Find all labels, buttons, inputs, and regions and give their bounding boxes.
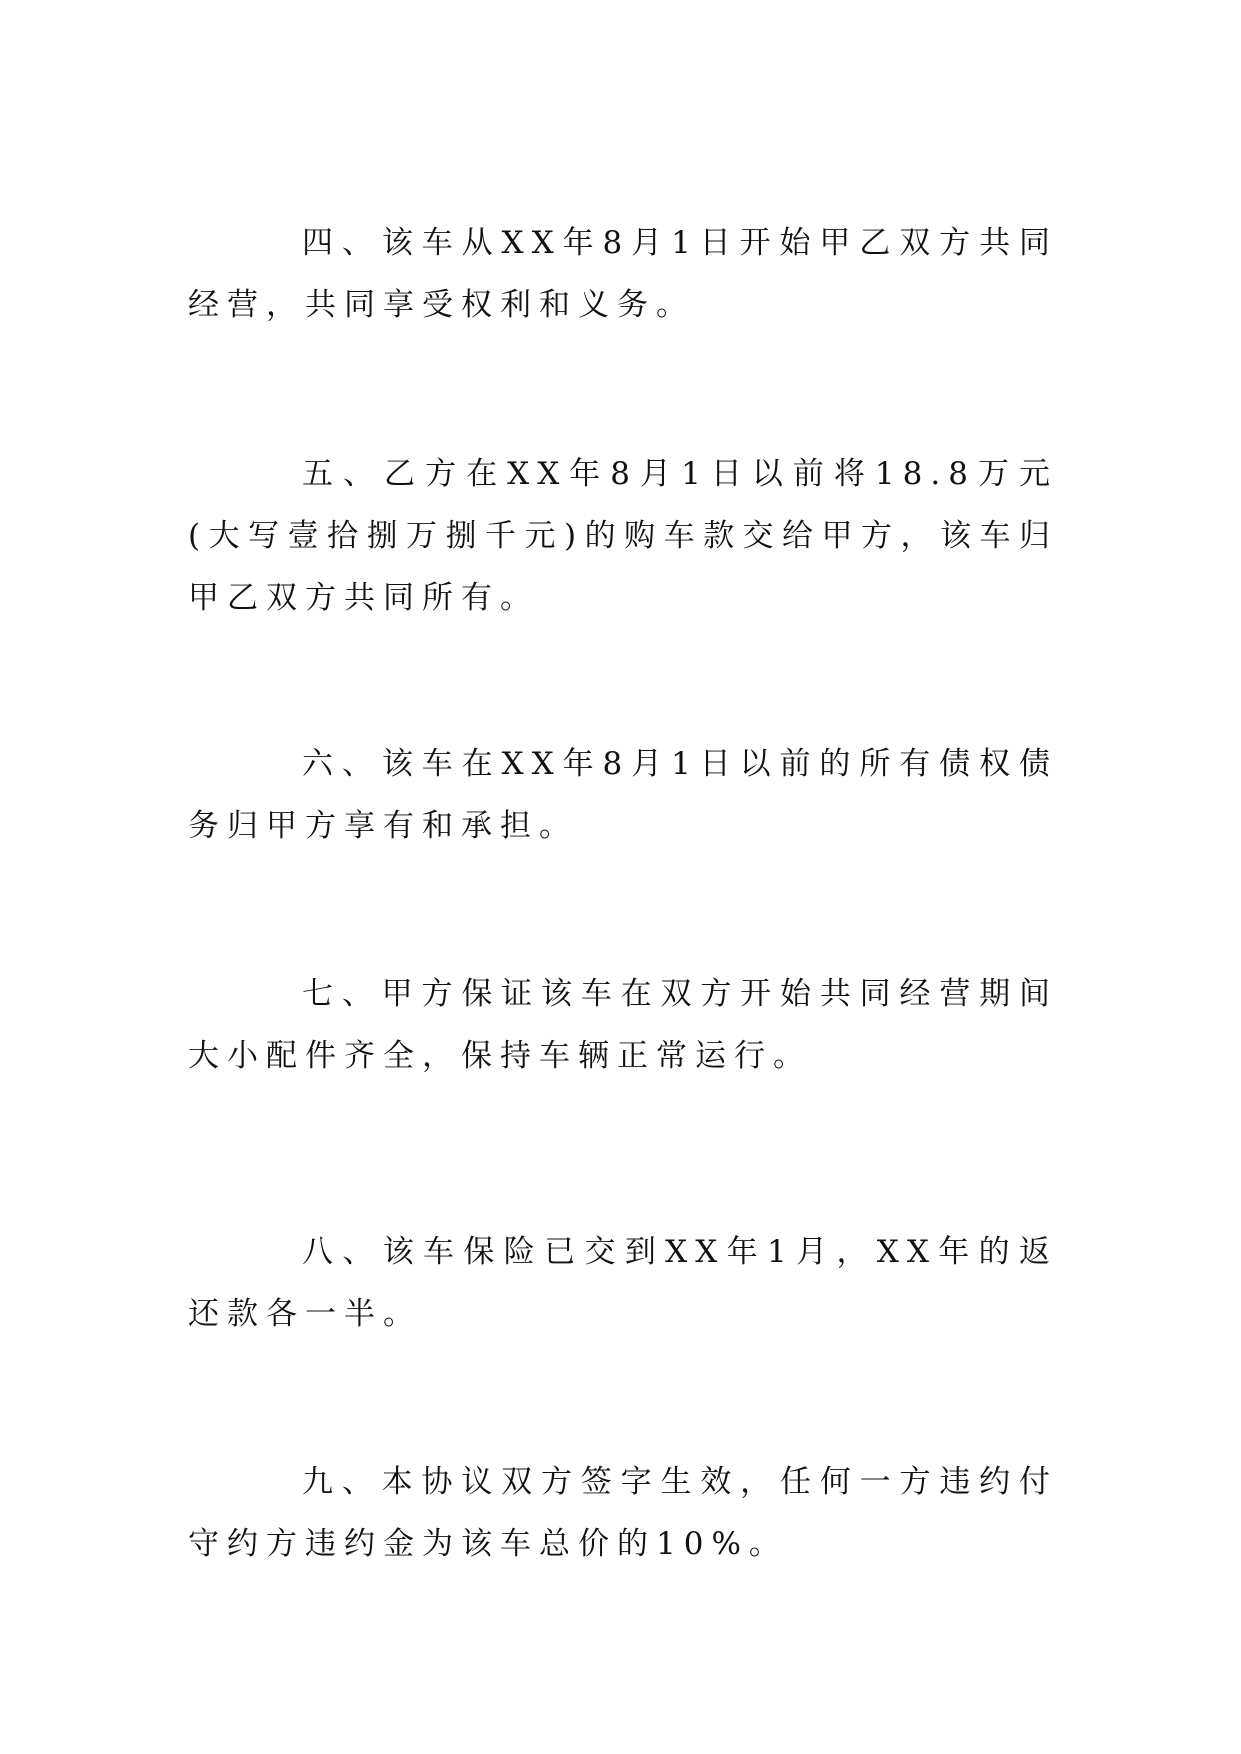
clause-eight: 八、该车保险已交到XX年1月，XX年的返还款各一半。 [188, 1234, 1058, 1332]
clause-four: 四、该车从XX年8月1日开始甲乙双方共同经营，共同享受权利和义务。 [188, 225, 1058, 323]
clause-seven: 七、甲方保证该车在双方开始共同经营期间大小配件齐全，保持车辆正常运行。 [188, 976, 1058, 1074]
clause-six: 六、该车在XX年8月1日以前的所有债权债务归甲方享有和承担。 [188, 746, 1058, 844]
clause-nine: 九、本协议双方签字生效，任何一方违约付守约方违约金为该车总价的10%。 [188, 1464, 1058, 1562]
clause-five: 五、乙方在XX年8月1日以前将18.8万元(大写壹拾捌万捌千元)的购车款交给甲方，该车归甲乙双方共同所有。 [188, 456, 1058, 616]
